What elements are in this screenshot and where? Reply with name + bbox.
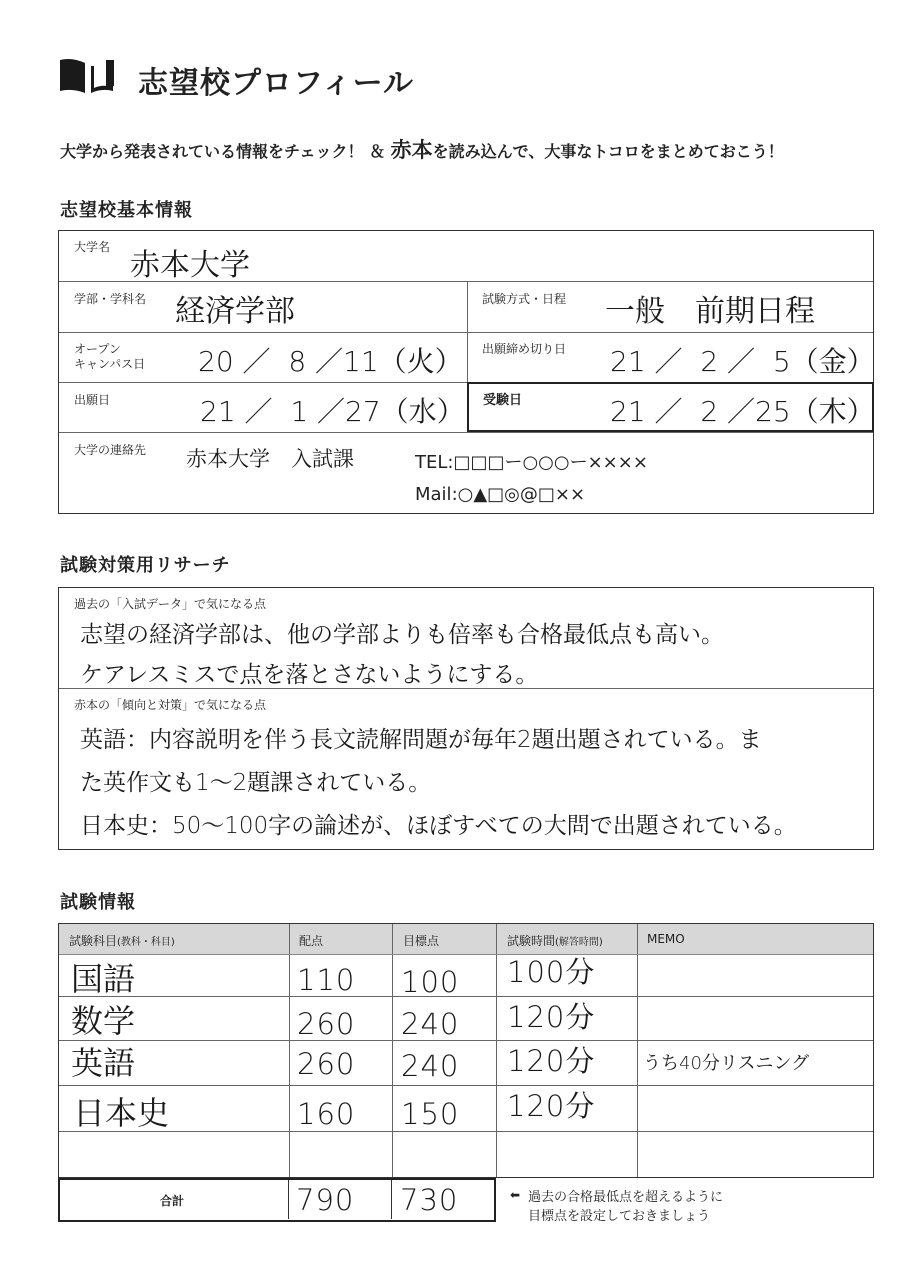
university-label: 大学名: [74, 240, 111, 254]
row-1-time: 100分: [507, 955, 596, 989]
row-2-subject: 数学: [71, 1002, 136, 1040]
header-target: 目標点: [403, 934, 440, 948]
divider: [496, 924, 497, 1177]
divider: [59, 1131, 873, 1132]
book-icon: [58, 58, 118, 96]
subtitle-pre: 大学から発表されている情報をチェック！ ＆: [60, 142, 391, 161]
open-campus-label-line2: キャンパス日: [74, 357, 146, 371]
divider: [391, 1180, 392, 1219]
row-3-subject: 英語: [71, 1044, 136, 1082]
total-target: 730: [400, 1183, 459, 1217]
row-1-score: 110: [297, 963, 356, 997]
trend-note-line-2: た英作文も1〜2題課されている。: [80, 770, 432, 796]
exam-method-value: 一般 前期日程: [605, 294, 815, 329]
target-note-line1: 過去の合格最低点を超えるように: [528, 1190, 724, 1205]
open-campus-value: 20 ／ 8 ／11（火）: [198, 345, 463, 378]
trend-note-line-3: 日本史：50〜100字の論述が、ほぼすべての大問で出題されている。: [80, 813, 797, 839]
subtitle-brand: 赤本: [390, 138, 433, 162]
faculty-label: 学部・学科名: [74, 292, 147, 306]
row-2-time: 120分: [507, 1000, 596, 1034]
row-4-subject: 日本史: [73, 1094, 170, 1132]
exam-table: [58, 923, 874, 1178]
past-note-line-2: ケアレスミスで点を落とさないようにする。: [80, 662, 539, 688]
target-note: [528, 1188, 723, 1226]
divider: [392, 924, 393, 1177]
row-3-memo: うち40分リスニング: [643, 1053, 810, 1074]
divider: [59, 432, 873, 433]
header-time-note: (解答時間): [555, 937, 603, 948]
target-note-line2: 目標点を設定しておきましょう: [528, 1209, 711, 1224]
row-4-time: 120分: [507, 1089, 596, 1123]
divider: [637, 924, 638, 1177]
divider: [289, 924, 290, 1177]
header-time-text: 試験時間: [507, 934, 556, 948]
note-arrow-icon: ⬅: [510, 1188, 521, 1202]
open-campus-label-line1: オープン: [74, 342, 121, 356]
page-subtitle: [60, 134, 784, 164]
contact-value: 赤本大学 入試課: [186, 447, 354, 471]
header-subject: [69, 932, 175, 949]
contact-mail: Mail:○▲□◎@□××: [415, 484, 586, 505]
application-value: 21 ／ 1 ／27（水）: [200, 395, 465, 428]
past-data-label: 過去の「入試データ」で気になる点: [74, 597, 267, 611]
exam-table-header: [59, 924, 873, 954]
university-value: 赤本大学: [130, 248, 250, 283]
row-2-target: 240: [401, 1007, 460, 1041]
page-title: 志望校プロフィール: [138, 66, 414, 101]
total-row: [58, 1178, 496, 1222]
row-3-time: 120分: [507, 1044, 596, 1078]
row-3-target: 240: [401, 1049, 460, 1083]
divider: [59, 954, 873, 955]
row-4-target: 150: [401, 1097, 460, 1131]
total-score: 790: [296, 1183, 355, 1217]
section-title-basic-info: 志望校基本情報: [60, 200, 193, 221]
open-campus-label: [74, 342, 145, 372]
header-time: [507, 932, 603, 949]
section-title-research: 試験対策用リサーチ: [60, 555, 231, 576]
row-1-target: 100: [401, 965, 460, 999]
section-title-exam-info: 試験情報: [60, 892, 136, 913]
row-3-score: 260: [297, 1047, 356, 1081]
header-memo: MEMO: [647, 932, 685, 946]
contact-tel: TEL:□□□ー○○○ー××××: [415, 452, 648, 473]
trend-note-line-1: 英語：内容説明を伴う長文読解問題が毎年2題出題されている。ま: [80, 727, 762, 753]
past-note-line-1: 志望の経済学部は、他の学部よりも倍率も合格最低点も高い。: [80, 622, 724, 648]
header-score: 配点: [299, 934, 324, 948]
divider: [59, 1085, 873, 1086]
deadline-value: 21 ／ 2 ／ 5（金）: [610, 345, 875, 378]
divider: [59, 1040, 873, 1041]
subtitle-post: を読み込んで、大事なトコロをまとめておこう！: [432, 142, 784, 161]
row-2-score: 260: [297, 1007, 356, 1041]
divider: [288, 1180, 289, 1219]
row-4-score: 160: [297, 1097, 356, 1131]
divider: [59, 332, 873, 333]
application-label: 出願日: [74, 393, 111, 407]
total-label: 合計: [160, 1194, 185, 1208]
exam-date-label: 受験日: [483, 393, 523, 408]
exam-date-value: 21 ／ 2 ／25（木）: [610, 395, 875, 428]
row-1-subject: 国語: [71, 960, 136, 998]
deadline-label: 出願締め切り日: [482, 342, 567, 356]
faculty-value: 経済学部: [175, 294, 295, 329]
header-subject-note: (教科・科目): [117, 937, 175, 948]
header-subject-text: 試験科目: [69, 934, 118, 948]
exam-method-label: 試験方式・日程: [482, 292, 567, 306]
contact-label: 大学の連絡先: [74, 443, 147, 457]
divider: [59, 996, 873, 997]
trend-label: 赤本の「傾向と対策」で気になる点: [74, 698, 267, 712]
